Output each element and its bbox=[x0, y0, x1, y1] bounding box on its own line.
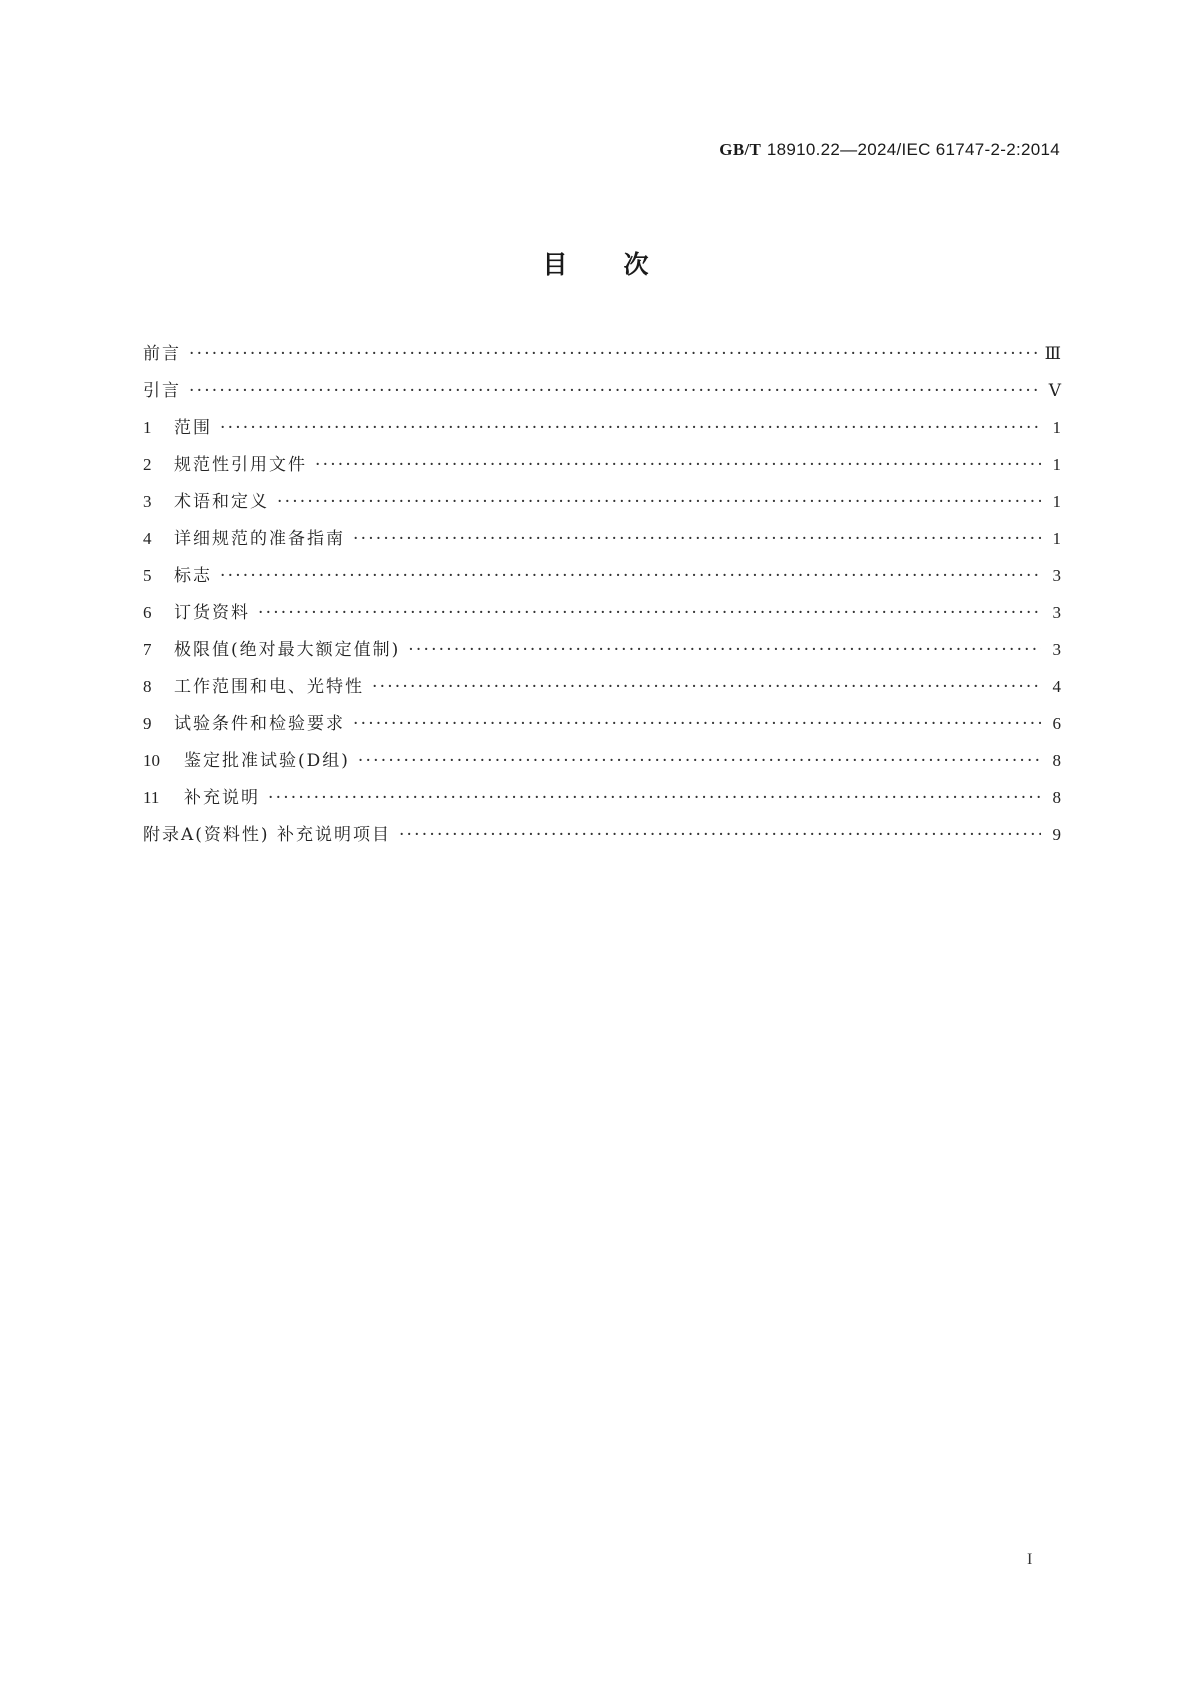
toc-entry-foreword[interactable] bbox=[143, 339, 1061, 376]
toc-leader-dots bbox=[258, 603, 1041, 623]
toc-entry-title: 补充说明 bbox=[184, 788, 260, 808]
toc-leader-dots bbox=[189, 381, 1041, 401]
page-number: I bbox=[1027, 1551, 1033, 1568]
toc-entry-page: 6 bbox=[1052, 714, 1061, 733]
toc-leader-dots bbox=[220, 566, 1041, 586]
toc-entry-number: 2 bbox=[143, 455, 152, 474]
toc-entry-number: 5 bbox=[143, 566, 152, 585]
toc-entry-8[interactable] bbox=[143, 672, 1061, 709]
toc-entry-number: 4 bbox=[143, 529, 152, 548]
toc-entry-page: 1 bbox=[1052, 529, 1061, 548]
toc-entry-2[interactable] bbox=[143, 450, 1061, 487]
toc-leader-dots bbox=[353, 714, 1041, 734]
toc-entry-title: 前言 bbox=[143, 344, 181, 364]
standard-number: 18910.22—2024/IEC 61747-2-2:2014 bbox=[766, 140, 1060, 159]
toc-entry-11[interactable] bbox=[143, 783, 1061, 820]
document-header bbox=[719, 140, 1060, 160]
standard-code: GB/T bbox=[719, 140, 762, 159]
toc-entry-3[interactable] bbox=[143, 487, 1061, 524]
toc-entry-page: Ⅲ bbox=[1044, 344, 1061, 363]
toc-title: 目次 bbox=[542, 250, 705, 279]
toc-entry-title: 标志 bbox=[174, 566, 212, 586]
toc-entry-10[interactable] bbox=[143, 746, 1061, 783]
toc-entry-4[interactable] bbox=[143, 524, 1061, 561]
toc-entry-number: 7 bbox=[143, 640, 152, 659]
toc-entry-number: 11 bbox=[143, 788, 160, 807]
toc-leader-dots bbox=[353, 529, 1041, 549]
toc-leader-dots bbox=[277, 492, 1041, 512]
toc-entry-page: 3 bbox=[1052, 640, 1061, 659]
toc-entry-5[interactable] bbox=[143, 561, 1061, 598]
toc-entry-introduction[interactable] bbox=[143, 376, 1061, 413]
toc-leader-dots bbox=[189, 344, 1039, 364]
toc-entry-title: 范围 bbox=[174, 418, 212, 438]
toc-entry-page: 3 bbox=[1052, 566, 1061, 585]
toc-entry-title: 试验条件和检验要求 bbox=[174, 714, 345, 734]
toc-entry-title: 术语和定义 bbox=[174, 492, 269, 512]
toc-leader-dots bbox=[358, 751, 1041, 771]
toc-leader-dots bbox=[399, 825, 1041, 845]
toc-entry-number: 3 bbox=[143, 492, 152, 511]
toc-leader-dots bbox=[372, 677, 1041, 697]
toc-leader-dots bbox=[408, 640, 1041, 660]
toc-entry-page: Ⅴ bbox=[1048, 381, 1061, 400]
toc-entry-title: 极限值(绝对最大额定值制) bbox=[174, 640, 401, 660]
toc-entry-title: 订货资料 bbox=[174, 603, 250, 623]
toc-leader-dots bbox=[315, 455, 1041, 475]
toc-entry-number: 1 bbox=[143, 418, 152, 437]
toc-entry-1[interactable] bbox=[143, 413, 1061, 450]
toc-entry-title: 引言 bbox=[143, 381, 181, 401]
toc-entry-title: 规范性引用文件 bbox=[174, 455, 307, 475]
toc-entry-page: 1 bbox=[1052, 418, 1061, 437]
toc-entry-page: 8 bbox=[1052, 751, 1061, 770]
toc-entry-page: 9 bbox=[1052, 825, 1061, 844]
toc-entry-title: 附录A(资料性) 补充说明项目 bbox=[143, 825, 391, 845]
toc-entry-page: 4 bbox=[1052, 677, 1061, 696]
toc-entry-page: 8 bbox=[1052, 788, 1061, 807]
toc-entry-7[interactable] bbox=[143, 635, 1061, 672]
toc-entry-number: 6 bbox=[143, 603, 152, 622]
toc-entry-9[interactable] bbox=[143, 709, 1061, 746]
toc-leader-dots bbox=[220, 418, 1041, 438]
toc-entry-title: 鉴定批准试验(D组) bbox=[184, 751, 350, 771]
table-of-contents bbox=[143, 339, 1061, 857]
toc-entry-title: 详细规范的准备指南 bbox=[174, 529, 345, 549]
toc-entry-number: 9 bbox=[143, 714, 152, 733]
toc-entry-page: 1 bbox=[1052, 492, 1061, 511]
toc-entry-title: 工作范围和电、光特性 bbox=[174, 677, 364, 697]
toc-entry-appendix-a[interactable] bbox=[143, 820, 1061, 857]
toc-entry-page: 3 bbox=[1052, 603, 1061, 622]
toc-leader-dots bbox=[268, 788, 1041, 808]
toc-entry-number: 10 bbox=[143, 751, 160, 770]
toc-entry-6[interactable] bbox=[143, 598, 1061, 635]
toc-entry-page: 1 bbox=[1052, 455, 1061, 474]
toc-entry-number: 8 bbox=[143, 677, 152, 696]
